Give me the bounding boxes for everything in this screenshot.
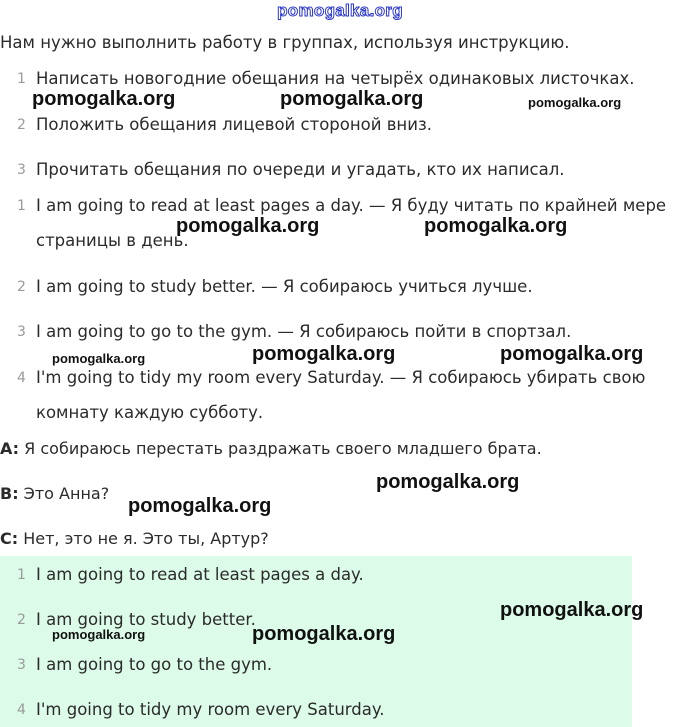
list-item-number: 2 (17, 117, 26, 133)
list-item-text: I'm going to tidy my room every Saturday. — Я собираюсь убирать свою (36, 368, 646, 387)
list-item-text: I am going to read at least pages a day. — Я буду читать по крайней мере (36, 196, 667, 215)
watermark: pomogalka.org (176, 215, 320, 237)
speaker-label: C: (0, 529, 19, 548)
top-watermark: pomogalka.org (277, 1, 403, 20)
list-item-text: I am going to go to the gym. — Я собираюсь пойти в спортзал. (36, 322, 572, 341)
list-item-number: 3 (17, 657, 26, 673)
watermark: pomogalka.org (376, 471, 520, 493)
watermark: pomogalka.org (128, 495, 272, 517)
list-item-number: 2 (17, 279, 26, 295)
list-item-text-continued: страницы в день. (36, 231, 189, 250)
list-item-text: I'm going to tidy my room every Saturday. (36, 700, 385, 719)
list-item-text: Положить обещания лицевой стороной вниз. (36, 115, 432, 134)
list-item-text: Прочитать обещания по очереди и угадать, кто их написал. (36, 160, 565, 179)
watermark: pomogalka.org (252, 623, 396, 645)
list-item-number: 3 (17, 162, 26, 178)
watermark: pomogalka.org (500, 343, 644, 365)
list-item-text: I am going to study better. — Я собираюсь учиться лучше. (36, 277, 533, 296)
dialogue-line (0, 439, 542, 458)
watermark: pomogalka.org (252, 343, 396, 365)
list-item-number: 3 (17, 324, 26, 340)
list-item-text: I am going to read at least pages a day. (36, 565, 364, 584)
list-item-number: 4 (17, 370, 26, 386)
watermark: pomogalka.org (52, 627, 146, 642)
list-item-number: 1 (17, 567, 26, 583)
list-item-number: 2 (17, 612, 26, 628)
list-item-number: 1 (17, 71, 26, 87)
dialogue-text: Это Анна? (18, 484, 110, 503)
watermark: pomogalka.org (424, 215, 568, 237)
watermark: pomogalka.org (528, 95, 622, 110)
watermark: pomogalka.org (500, 599, 644, 621)
dialogue-text: Я собираюсь перестать раздражать своего младшего брата. (19, 439, 542, 458)
list-item-number: 1 (17, 198, 26, 214)
watermark: pomogalka.org (52, 351, 146, 366)
dialogue-text: Нет, это не я. Это ты, Артур? (18, 529, 269, 548)
watermark: pomogalka.org (32, 88, 176, 110)
speaker-label: A: (0, 439, 20, 458)
dialogue-line (0, 484, 109, 503)
speaker-label: B: (0, 484, 19, 503)
dialogue-line (0, 529, 269, 548)
list-item-number: 4 (17, 702, 26, 718)
intro-text: Нам нужно выполнить работу в группах, используя инструкцию. (0, 33, 570, 52)
list-item-text: I am going to go to the gym. (36, 655, 273, 674)
watermark: pomogalka.org (280, 88, 424, 110)
list-item-text: I am going to study better. (36, 610, 256, 629)
list-item-text-continued: комнату каждую субботу. (36, 403, 264, 422)
list-item-text: Написать новогодние обещания на четырёх одинаковых листочках. (36, 69, 635, 88)
